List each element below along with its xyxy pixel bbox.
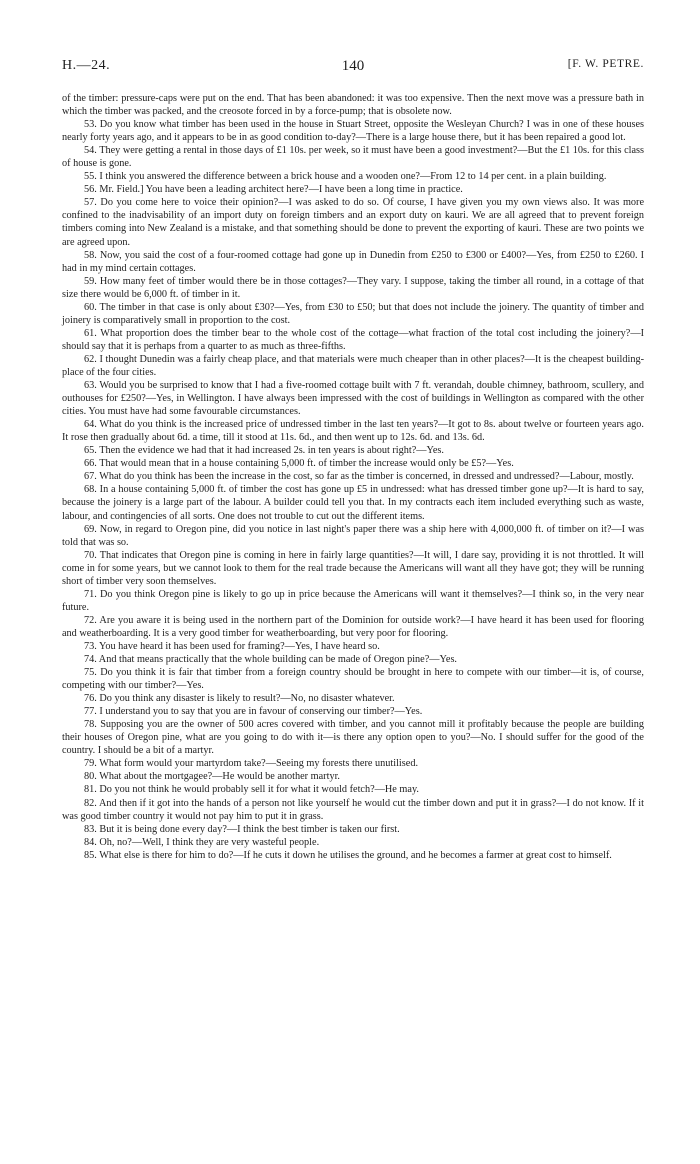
question-paragraph: 83. But it is being done every day?—I think the best timber is taken our first. [84, 823, 400, 835]
evidence-text [62, 92, 644, 862]
question-paragraph: 61. What proportion does the timber bear to the whole cost of the cottage—what fraction of the total cost including the joinery?—I should say that it is perhaps from a quarter to as much as three-fifths. [62, 327, 644, 352]
question-paragraph: 60. The timber in that case is only about £30?—Yes, from £30 to £50; but that does not include the joinery. The quantity of timber and joinery is comparatively small in proportion to the cost. [62, 301, 644, 326]
question-paragraph: 64. What do you think is the increased price of undressed timber in the last ten years?—It got to 8s. about twelve or fourteen years ago. It rose then gradually about 6d. a time, till it stood at 11s. 6d., and then went up to 12s. 6d. and 13s. 6d. [62, 419, 644, 444]
question-paragraph: 63. Would you be surprised to know that I had a five-roomed cottage built with 7 ft. verandah, double chimney, bathroom, scullery, and outhouses for £250?—Yes, in Wellington. I have always been impressed with the cost of buildings in Wellington as compared with the other cities. You must have had some favourable circumstances. [62, 380, 644, 418]
question-paragraph: 74. And that means practically that the whole building can be made of Oregon pine?—Yes. [84, 654, 457, 666]
page-header [62, 58, 644, 84]
witness-name: [F. W. PETRE. [567, 58, 644, 70]
question-paragraph: 56. Mr. Field.] You have been a leading architect here?—I have been a long time in practice. [84, 184, 463, 196]
question-paragraph: 55. I think you answered the difference between a brick house and a wooden one?—From 12 to 14 per cent. in a plain building. [84, 171, 607, 183]
continued-paragraph: of the timber: pressure-caps were put on the end. That has been abandoned: it was too expensive. Then the next move was a pressure bath in which the timber was packed, and the creosote forced in by a force-pump; that is obsolete now. [62, 93, 644, 118]
question-paragraph: 58. Now, you said the cost of a four-roomed cottage had gone up in Dunedin from £250 to £300 or £400?—Yes, from £250 to £260. I had in my mind certain cottages. [62, 249, 644, 274]
question-paragraph: 78. Supposing you are the owner of 500 acres covered with timber, and you cannot mill it profitably because the people are building their houses of Oregon pine, what are you going to do with it—is there any option open to you?—No. I should suffer for the good of the country. I should be a bit of a martyr. [62, 719, 644, 757]
question-paragraph: 53. Do you know what timber has been used in the house in Stuart Street, opposite the Wesleyan Church? I was in one of these houses nearly forty years ago, and it appears to be in as good condition to-day?—There is a large house there, but it has been repaired a good lot. [62, 119, 644, 144]
question-paragraph: 57. Do you come here to voice their opinion?—I was asked to do so. Of course, I have given you my own views also. It was more confined to the inadvisability of an import duty on foreign timbers and an export duty on kauri. We are all agreed that to prevent foreign timbers coming into New Zealand is a mistake, and that something should be done to prevent the exporting of kauri. These are two points we are agreed upon. [62, 197, 644, 248]
question-paragraph: 79. What form would your martyrdom take?—Seeing my forests there unutilised. [84, 758, 419, 770]
question-paragraph: 77. I understand you to say that you are in favour of conserving our timber?—Yes. [84, 706, 423, 718]
question-paragraph: 81. Do you not think he would probably sell it for what it would fetch?—He may. [84, 784, 419, 796]
question-paragraph: 54. They were getting a rental in those days of £1 10s. per week, so it must have been a good investment?—But the £1 10s. for this class of house is gone. [62, 145, 644, 170]
report-code: H.—24. [62, 58, 111, 73]
question-paragraph: 84. Oh, no?—Well, I think they are very wasteful people. [84, 836, 320, 848]
question-paragraph: 67. What do you think has been the increase in the cost, so far as the timber is concerned, in dressed and undressed?—Labour, mostly. [84, 471, 634, 483]
page-number: 140 [341, 58, 365, 74]
question-paragraph: 65. Then the evidence we had that it had increased 2s. in ten years is about right?—Yes. [84, 445, 444, 457]
question-paragraph: 80. What about the mortgagee?—He would be another martyr. [84, 771, 340, 783]
question-paragraph: 82. And then if it got into the hands of a person not like yourself he would cut the timber down and put it in grass?—I do not know. If it was good timber country it would not pay him to put it in grass. [62, 797, 644, 822]
question-paragraph: 66. That would mean that in a house containing 5,000 ft. of timber the increase would only be £5?—Yes. [84, 458, 514, 470]
question-paragraph: 76. Do you think any disaster is likely to result?—No, no disaster whatever. [84, 693, 395, 705]
question-paragraph: 62. I thought Dunedin was a fairly cheap place, and that materials were much cheaper than in other places?—It is the cheapest building-place of the four cities. [62, 353, 644, 378]
question-paragraph: 69. Now, in regard to Oregon pine, did you notice in last night's paper there was a ship here with 4,000,000 ft. of timber on it?—I was told that was so. [62, 523, 644, 548]
question-paragraph: 75. Do you think it is fair that timber from a foreign country should be brought in here to compete with our timber—it is, of course, competing with our timber?—Yes. [62, 667, 644, 692]
question-paragraph: 71. Do you think Oregon pine is likely to go up in price because the Americans will want it themselves?—I think so, in the very near future. [62, 588, 644, 613]
question-paragraph: 59. How many feet of timber would there be in those cottages?—They vary. I suppose, taking the timber all round, in a cottage of that size there would be 6,000 ft. of timber in it. [62, 275, 644, 300]
question-paragraph: 68. In a house containing 5,000 ft. of timber the cost has gone up £5 in undressed: what has dressed timber gone up?—It is hard to say, because the joinery is a large part of the labour. A builder could tell you that. In my contracts each item included everything such as waste, labour, and contingencies of all sorts. One does not trouble to cut out the different items. [62, 484, 644, 522]
question-paragraph: 85. What else is there for him to do?—If he cuts it down he utilises the ground, and he becomes a farmer at great cost to himself. [84, 849, 612, 861]
question-paragraph: 72. Are you aware it is being used in the northern part of the Dominion for outside work?—I have heard it has been used for flooring and weatherboarding. It is a very good timber for weatherboarding, but very poor for flooring. [62, 614, 644, 639]
question-paragraph: 73. You have heard it has been used for framing?—Yes, I have heard so. [84, 640, 380, 652]
question-paragraph: 70. That indicates that Oregon pine is coming in here in fairly large quantities?—It will, I dare say, providing it is not throttled. It will come in for some years, but we cannot look to them for the real trade because the Americans will want all they have got; they will be running short of timber very soon themselves. [62, 549, 644, 587]
